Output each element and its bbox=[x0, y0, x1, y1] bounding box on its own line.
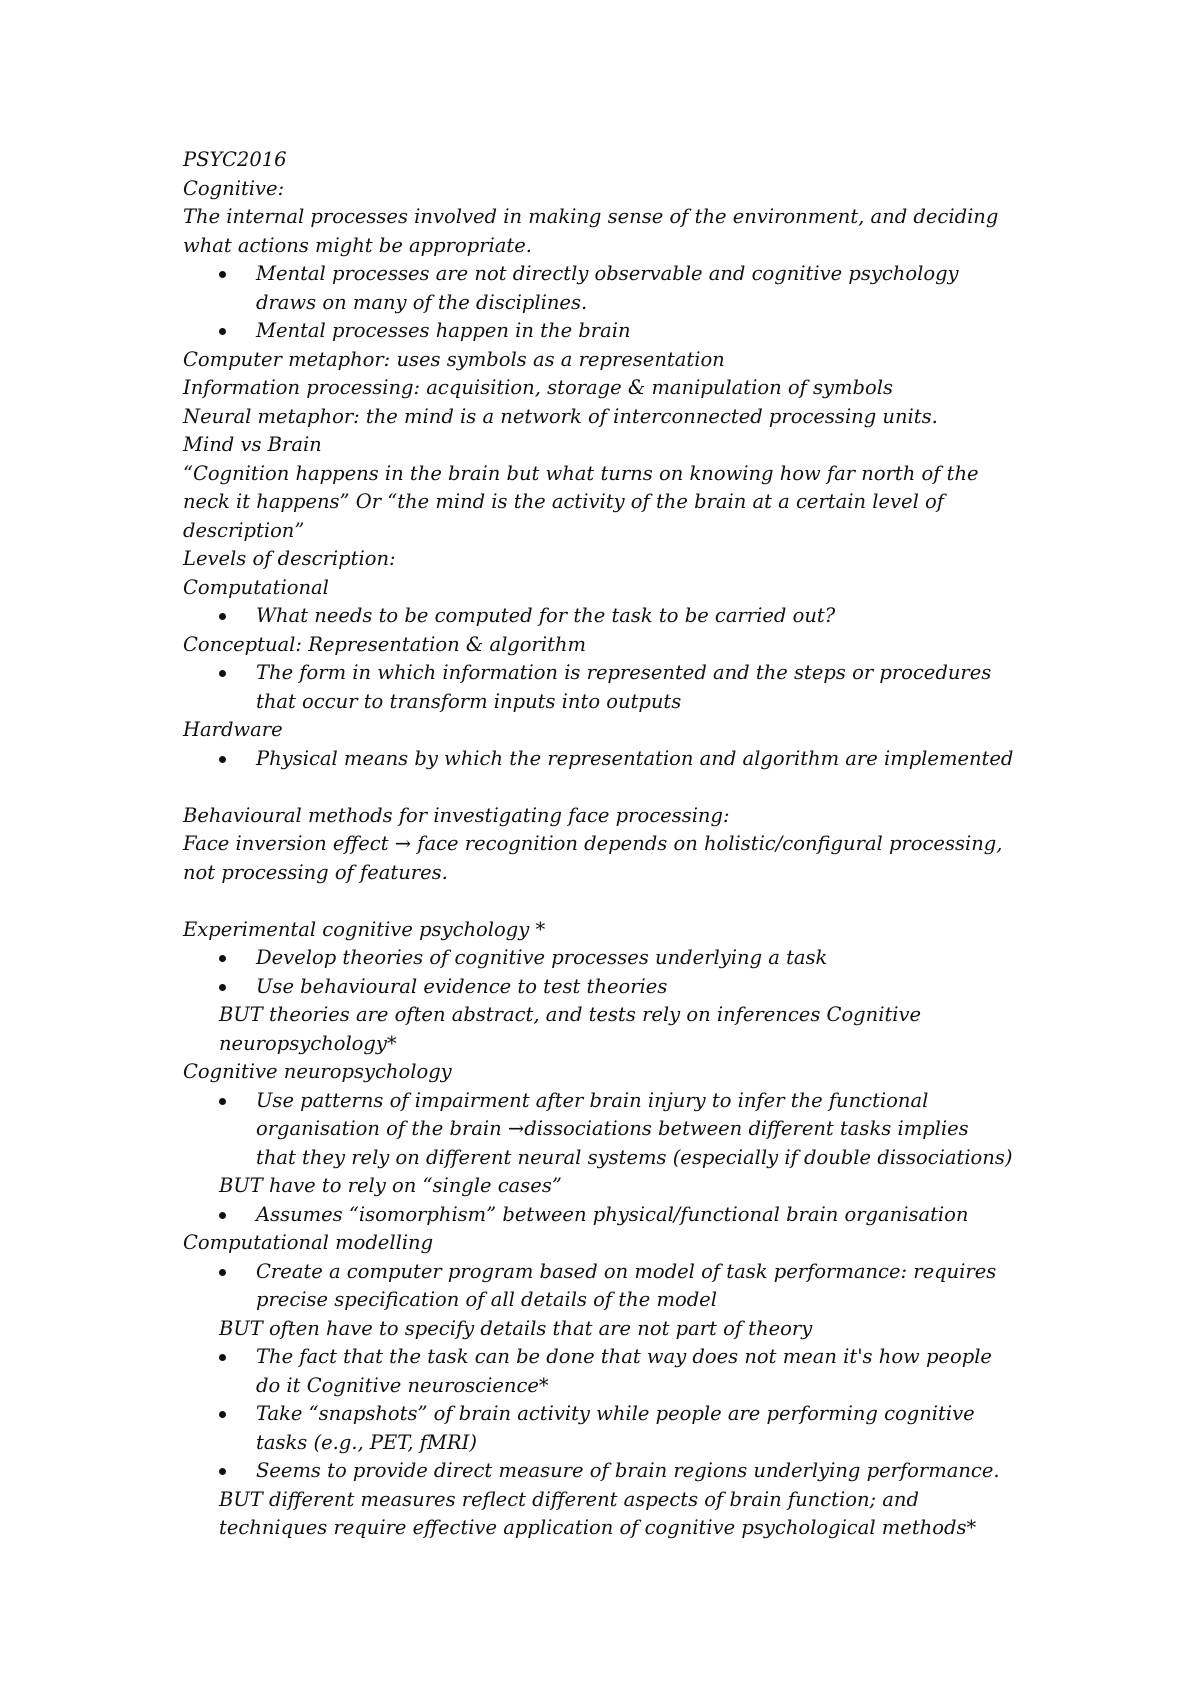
bullet-dot-icon bbox=[219, 1354, 226, 1361]
bullet-dot-icon bbox=[219, 984, 226, 991]
document-title: PSYC2016 bbox=[183, 148, 287, 171]
bullet-item bbox=[183, 1087, 1083, 1116]
bullet-item bbox=[183, 1343, 1083, 1372]
text-line: Information processing: acquisition, storage & manipulation of symbols bbox=[183, 376, 893, 399]
bullet-item bbox=[183, 1201, 1083, 1230]
bullet-text: Create a computer program based on model of task performance: requires bbox=[256, 1259, 997, 1283]
text-line: Behavioural methods for investigating face processing: bbox=[183, 803, 730, 827]
text-line: The internal processes involved in making sense of the environment, and deciding bbox=[183, 205, 999, 228]
bullet-continuation: that they rely on different neural systems (especially if double dissociations) bbox=[256, 1145, 1013, 1169]
document-body bbox=[183, 146, 1083, 1543]
bullet-text: What needs to be computed for the task to be carried out? bbox=[256, 604, 836, 627]
indented-line: neuropsychology* bbox=[219, 1031, 397, 1055]
text-line: Experimental cognitive psychology * bbox=[183, 917, 546, 941]
text-line: Computer metaphor: uses symbols as a representation bbox=[183, 347, 725, 371]
bullet-text: Use behavioural evidence to test theories bbox=[256, 974, 668, 998]
bullet-dot-icon bbox=[219, 1411, 226, 1418]
bullet-text: Develop theories of cognitive processes underlying a task bbox=[256, 946, 828, 969]
bullet-item bbox=[183, 1258, 1083, 1287]
bullet-text: Physical means by which the representation and algorithm are implemented bbox=[256, 746, 1014, 770]
bullet-dot-icon bbox=[219, 613, 226, 620]
bullet-continuation: precise specification of all details of the model bbox=[256, 1288, 717, 1311]
bullet-dot-icon bbox=[219, 1468, 226, 1475]
text-line: Levels of description: bbox=[183, 547, 396, 570]
bullet-continuation: tasks (e.g., PET, fMRI) bbox=[256, 1430, 477, 1454]
bullet-text: Mental processes happen in the brain bbox=[256, 319, 631, 342]
bullet-item bbox=[183, 317, 1083, 346]
bullet-item bbox=[183, 973, 1083, 1002]
bullet-continuation: do it Cognitive neuroscience* bbox=[256, 1373, 549, 1397]
text-line: Hardware bbox=[183, 718, 283, 741]
bullet-dot-icon bbox=[219, 1212, 226, 1219]
text-line: neck it happens” Or “the mind is the activity of the brain at a certain level of bbox=[183, 490, 944, 513]
text-line: Neural metaphor: the mind is a network of interconnected processing units. bbox=[183, 404, 938, 428]
indented-line: BUT different measures reflect different aspects of brain function; and bbox=[219, 1487, 919, 1511]
bullet-dot-icon bbox=[219, 271, 226, 278]
bullet-dot-icon bbox=[219, 1269, 226, 1276]
bullet-text: Take “snapshots” of brain activity while people are performing cognitive bbox=[256, 1402, 975, 1425]
bullet-item bbox=[183, 659, 1083, 688]
text-line: what actions might be appropriate. bbox=[183, 233, 532, 257]
indented-line: BUT often have to specify details that are not part of theory bbox=[219, 1316, 813, 1340]
bullet-item bbox=[183, 1400, 1083, 1429]
bullet-dot-icon bbox=[219, 328, 226, 335]
text-line: description” bbox=[183, 518, 305, 542]
text-line: Cognitive neuropsychology bbox=[183, 1060, 452, 1083]
indented-line: BUT theories are often abstract, and tests rely on inferences Cognitive bbox=[219, 1003, 922, 1026]
bullet-item bbox=[183, 602, 1083, 631]
bullet-dot-icon bbox=[219, 756, 226, 763]
indented-line: techniques require effective application of cognitive psychological methods* bbox=[219, 1516, 977, 1539]
text-line: Computational modelling bbox=[183, 1231, 434, 1254]
bullet-dot-icon bbox=[219, 670, 226, 677]
bullet-item bbox=[183, 745, 1083, 774]
bullet-text: Seems to provide direct measure of brain regions underlying performance. bbox=[256, 1459, 1000, 1482]
bullet-text: Assumes “isomorphism” between physical/functional brain organisation bbox=[256, 1202, 969, 1226]
bullet-item bbox=[183, 260, 1083, 289]
text-line: Mind vs Brain bbox=[183, 433, 322, 456]
indented-line: BUT have to rely on “single cases” bbox=[219, 1174, 562, 1197]
bullet-dot-icon bbox=[219, 955, 226, 962]
bullet-dot-icon bbox=[219, 1098, 226, 1105]
text-line: “Cognition happens in the brain but what turns on knowing how far north of the bbox=[183, 461, 979, 485]
text-line: Conceptual: Representation & algorithm bbox=[183, 632, 586, 656]
blank-line bbox=[183, 887, 1083, 916]
bullet-text: The fact that the task can be done that way does not mean it's how people bbox=[256, 1345, 992, 1368]
bullet-item bbox=[183, 944, 1083, 973]
bullet-text: Use patterns of impairment after brain injury to infer the functional bbox=[256, 1088, 929, 1112]
bullet-item bbox=[183, 1457, 1083, 1486]
blank-line bbox=[183, 773, 1083, 802]
text-line: Computational bbox=[183, 575, 329, 599]
bullet-text: Mental processes are not directly observable and cognitive psychology bbox=[256, 262, 959, 285]
bullet-continuation: organisation of the brain →dissociations between different tasks implies bbox=[256, 1117, 969, 1140]
bullet-continuation: that occur to transform inputs into outputs bbox=[256, 689, 682, 713]
text-line: Cognitive: bbox=[183, 176, 285, 200]
bullet-continuation: draws on many of the disciplines. bbox=[256, 290, 588, 314]
bullet-text: The form in which information is represented and the steps or procedures bbox=[256, 661, 992, 684]
text-line: not processing of features. bbox=[183, 860, 448, 884]
text-line: Face inversion effect → face recognition depends on holistic/configural processing, bbox=[183, 832, 1003, 855]
